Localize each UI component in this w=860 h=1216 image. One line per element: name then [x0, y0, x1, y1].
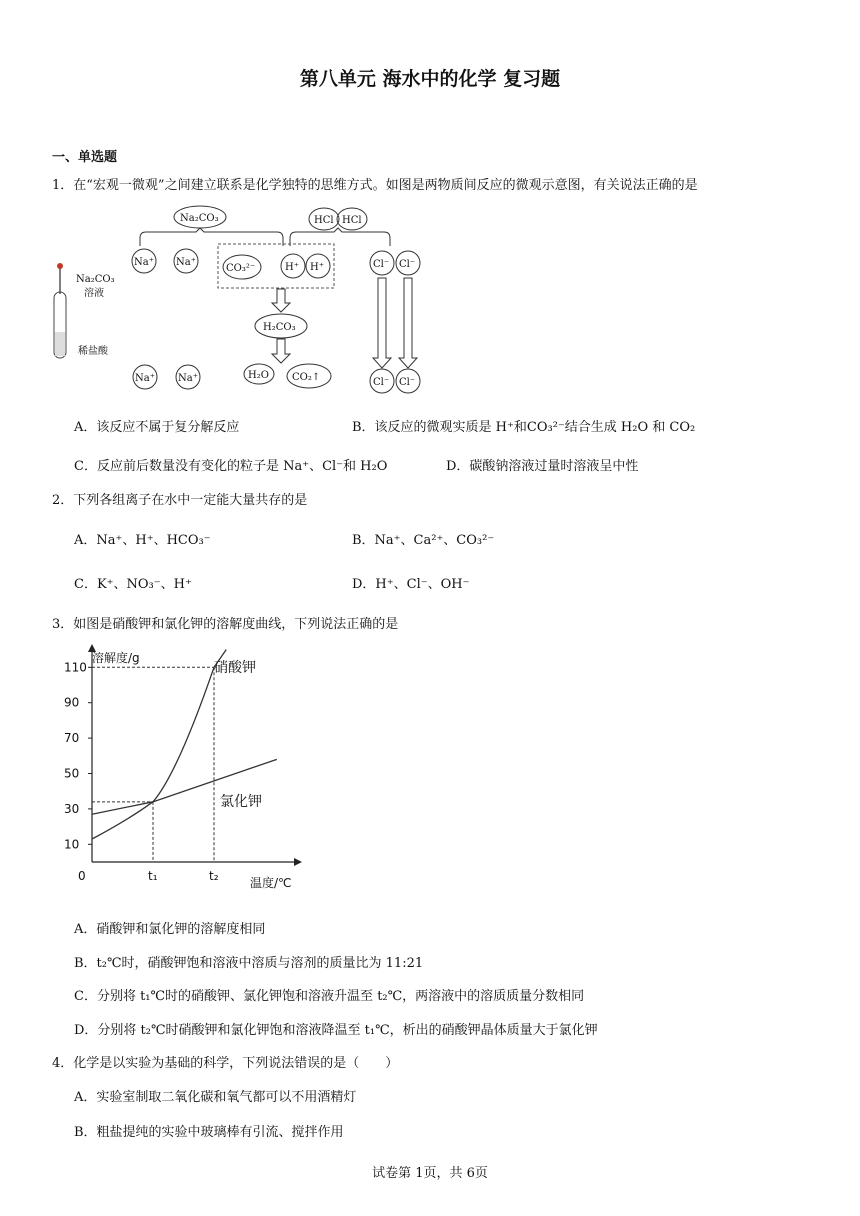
y-tick-label: 90	[64, 695, 80, 710]
co3-ion: CO₃²⁻	[226, 263, 256, 274]
y-tick-label: 70	[64, 731, 80, 746]
h2co3-label: H₂CO₃	[263, 322, 296, 333]
x-tick-label: t₂	[209, 869, 219, 883]
series-label-kno3: 硝酸钾	[214, 660, 256, 676]
na-ion-1: Na⁺	[134, 257, 154, 268]
q1-option-c[interactable]: C．反应前后数量没有变化的粒子是 Na⁺、Cl⁻和 H₂O	[74, 459, 388, 474]
x-tick-label: 0	[78, 869, 86, 883]
question-2-stem: 2．下列各组离子在水中一定能大量共存的是	[52, 493, 308, 508]
q4-option-a[interactable]: A．实验室制取二氧化碳和氧气都可以不用酒精灯	[74, 1090, 357, 1105]
cl-ion-1: Cl⁻	[373, 259, 390, 270]
q4-option-b[interactable]: B．粗盐提纯的实验中玻璃棒有引流、搅拌作用	[74, 1125, 344, 1140]
y-tick-label: 30	[64, 801, 80, 816]
question-3-stem: 3．如图是硝酸钾和氯化钾的溶解度曲线，下列说法正确的是	[52, 617, 399, 632]
tube-label-1: Na₂CO₃	[76, 274, 115, 285]
q1-option-a[interactable]: A．该反应不属于复分解反应	[74, 420, 240, 435]
page-footer: 试卷第 1页，共 6页	[372, 1166, 488, 1181]
co2-label: CO₂↑	[292, 372, 321, 383]
question-4-stem: 4．化学是以实验为基础的科学，下列说法错误的是（ ）	[52, 1056, 399, 1071]
reaction-diagram	[52, 200, 442, 400]
cl-ion-4: Cl⁻	[399, 377, 416, 388]
h-ion-1: H⁺	[285, 262, 299, 273]
na-ion-2: Na⁺	[176, 257, 196, 268]
hcl-label-1: HCl	[314, 215, 334, 226]
na2co3-label: Na₂CO₃	[180, 213, 219, 224]
h2o-label: H₂O	[248, 370, 269, 381]
q3-option-c[interactable]: C．分别将 t₁℃时的硝酸钾、氯化钾饱和溶液升温至 t₂℃，两溶液中的溶质质量分数相同	[74, 989, 585, 1004]
h-ion-2: H⁺	[310, 262, 324, 273]
q2-option-a[interactable]: A．Na⁺、H⁺、HCO₃⁻	[74, 533, 211, 548]
cl-ion-3: Cl⁻	[373, 377, 390, 388]
q2-option-b[interactable]: B．Na⁺、Ca²⁺、CO₃²⁻	[352, 533, 495, 548]
x-axis-label: 温度/℃	[250, 876, 292, 890]
x-tick-label: t₁	[148, 869, 158, 883]
y-tick-label: 50	[64, 766, 80, 781]
y-axis-label: 溶解度/g	[92, 651, 140, 665]
hcl-label-2: HCl	[342, 215, 362, 226]
q1-option-d[interactable]: D．碳酸钠溶液过量时溶液呈中性	[446, 459, 639, 474]
q2-option-d[interactable]: D．H⁺、Cl⁻、OH⁻	[352, 577, 470, 592]
solubility-chart	[52, 640, 312, 900]
q3-option-d[interactable]: D．分别将 t₂℃时硝酸钾和氯化钾饱和溶液降温至 t₁℃，析出的硝酸钾晶体质量大于氯化钾	[74, 1023, 598, 1038]
q1-option-b[interactable]: B．该反应的微观实质是 H⁺和CO₃²⁻结合生成 H₂O 和 CO₂	[352, 420, 696, 435]
tube-label-3: 稀盐酸	[78, 346, 108, 357]
page-title: 第八单元 海水中的化学 复习题	[299, 68, 561, 90]
na-ion-3: Na⁺	[135, 373, 155, 384]
series-label-kcl: 氯化钾	[220, 794, 262, 810]
cl-ion-2: Cl⁻	[399, 259, 416, 270]
q3-option-b[interactable]: B．t₂℃时，硝酸钾饱和溶液中溶质与溶剂的质量比为 11:21	[74, 956, 424, 971]
section-heading: 一、单选题	[52, 150, 118, 165]
na-ion-4: Na⁺	[178, 373, 198, 384]
question-1-stem: 1．在“宏观一微观”之间建立联系是化学独特的思维方式。如图是两物质间反应的微观示意图，有关说法正确的是	[52, 178, 698, 193]
q2-option-c[interactable]: C．K⁺、NO₃⁻、H⁺	[74, 577, 192, 592]
q3-option-a[interactable]: A．硝酸钾和氯化钾的溶解度相同	[74, 922, 266, 937]
y-tick-label: 10	[64, 837, 80, 852]
tube-label-2: 溶液	[84, 288, 104, 299]
y-tick-label: 110	[64, 660, 87, 675]
